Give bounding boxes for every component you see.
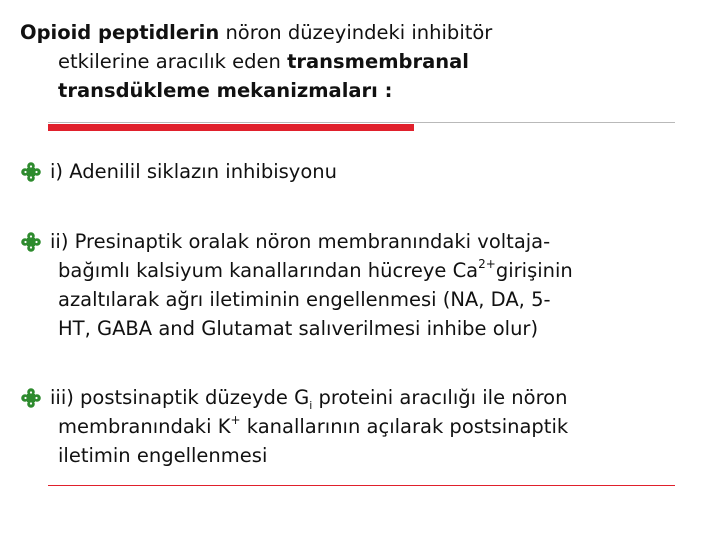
title-text-segment: etkilerine aracılık eden bbox=[58, 50, 288, 73]
title-bold-segment: transdükleme mekanizmaları : bbox=[58, 79, 393, 102]
title-accent-bar bbox=[48, 124, 414, 131]
diamond-clover-icon bbox=[20, 161, 42, 183]
title-divider-line bbox=[48, 122, 675, 123]
bullet-segment: membranındaki K bbox=[58, 415, 231, 438]
bottom-divider-line bbox=[48, 485, 675, 486]
title-line-3 bbox=[20, 76, 680, 105]
bullet-segment: bağımlı kalsiyum kanallarından hücreye Ca bbox=[58, 259, 479, 282]
bullet-item-3 bbox=[20, 383, 700, 470]
diamond-clover-icon bbox=[20, 231, 42, 253]
slide-title bbox=[20, 18, 680, 105]
bullet-segment: kanallarının açılarak postsinaptik bbox=[240, 415, 569, 438]
title-text-segment: nöron düzeyindeki inhibitör bbox=[219, 21, 493, 44]
title-line-2 bbox=[20, 47, 680, 76]
superscript: + bbox=[230, 412, 241, 427]
bullet-line: iletimin engellenmesi bbox=[58, 444, 268, 467]
bullet-item-1 bbox=[20, 157, 700, 186]
title-line-1 bbox=[20, 18, 680, 47]
bullet-segment: girişinin bbox=[495, 259, 573, 282]
bullet-line bbox=[50, 383, 700, 412]
bullet-text bbox=[50, 227, 700, 343]
superscript: 2+ bbox=[478, 256, 496, 271]
title-bold-segment: transmembranal bbox=[287, 50, 469, 73]
bullet-segment: iii) postsinaptik düzeyde G bbox=[50, 386, 310, 409]
bullet-segment: proteini aracılığı ile nöron bbox=[312, 386, 568, 409]
bullet-item-2 bbox=[20, 227, 700, 343]
bullet-text bbox=[50, 157, 700, 186]
bullet-line bbox=[58, 412, 700, 441]
diamond-clover-icon bbox=[20, 387, 42, 409]
bullet-line: i) Adenilil siklazın inhibisyonu bbox=[50, 160, 337, 183]
bullet-line: HT, GABA and Glutamat salıverilmesi inhibe olur) bbox=[58, 317, 539, 340]
bullet-line: ii) Presinaptik oralak nöron membranındaki voltaja- bbox=[50, 230, 551, 253]
bullet-line: azaltılarak ağrı iletiminin engellenmesi (NA, DA, 5- bbox=[58, 288, 551, 311]
bullet-text bbox=[50, 383, 700, 470]
bullet-line bbox=[58, 256, 700, 285]
subscript: i bbox=[309, 398, 313, 412]
title-bold-segment: Opioid peptidlerin bbox=[20, 21, 220, 44]
